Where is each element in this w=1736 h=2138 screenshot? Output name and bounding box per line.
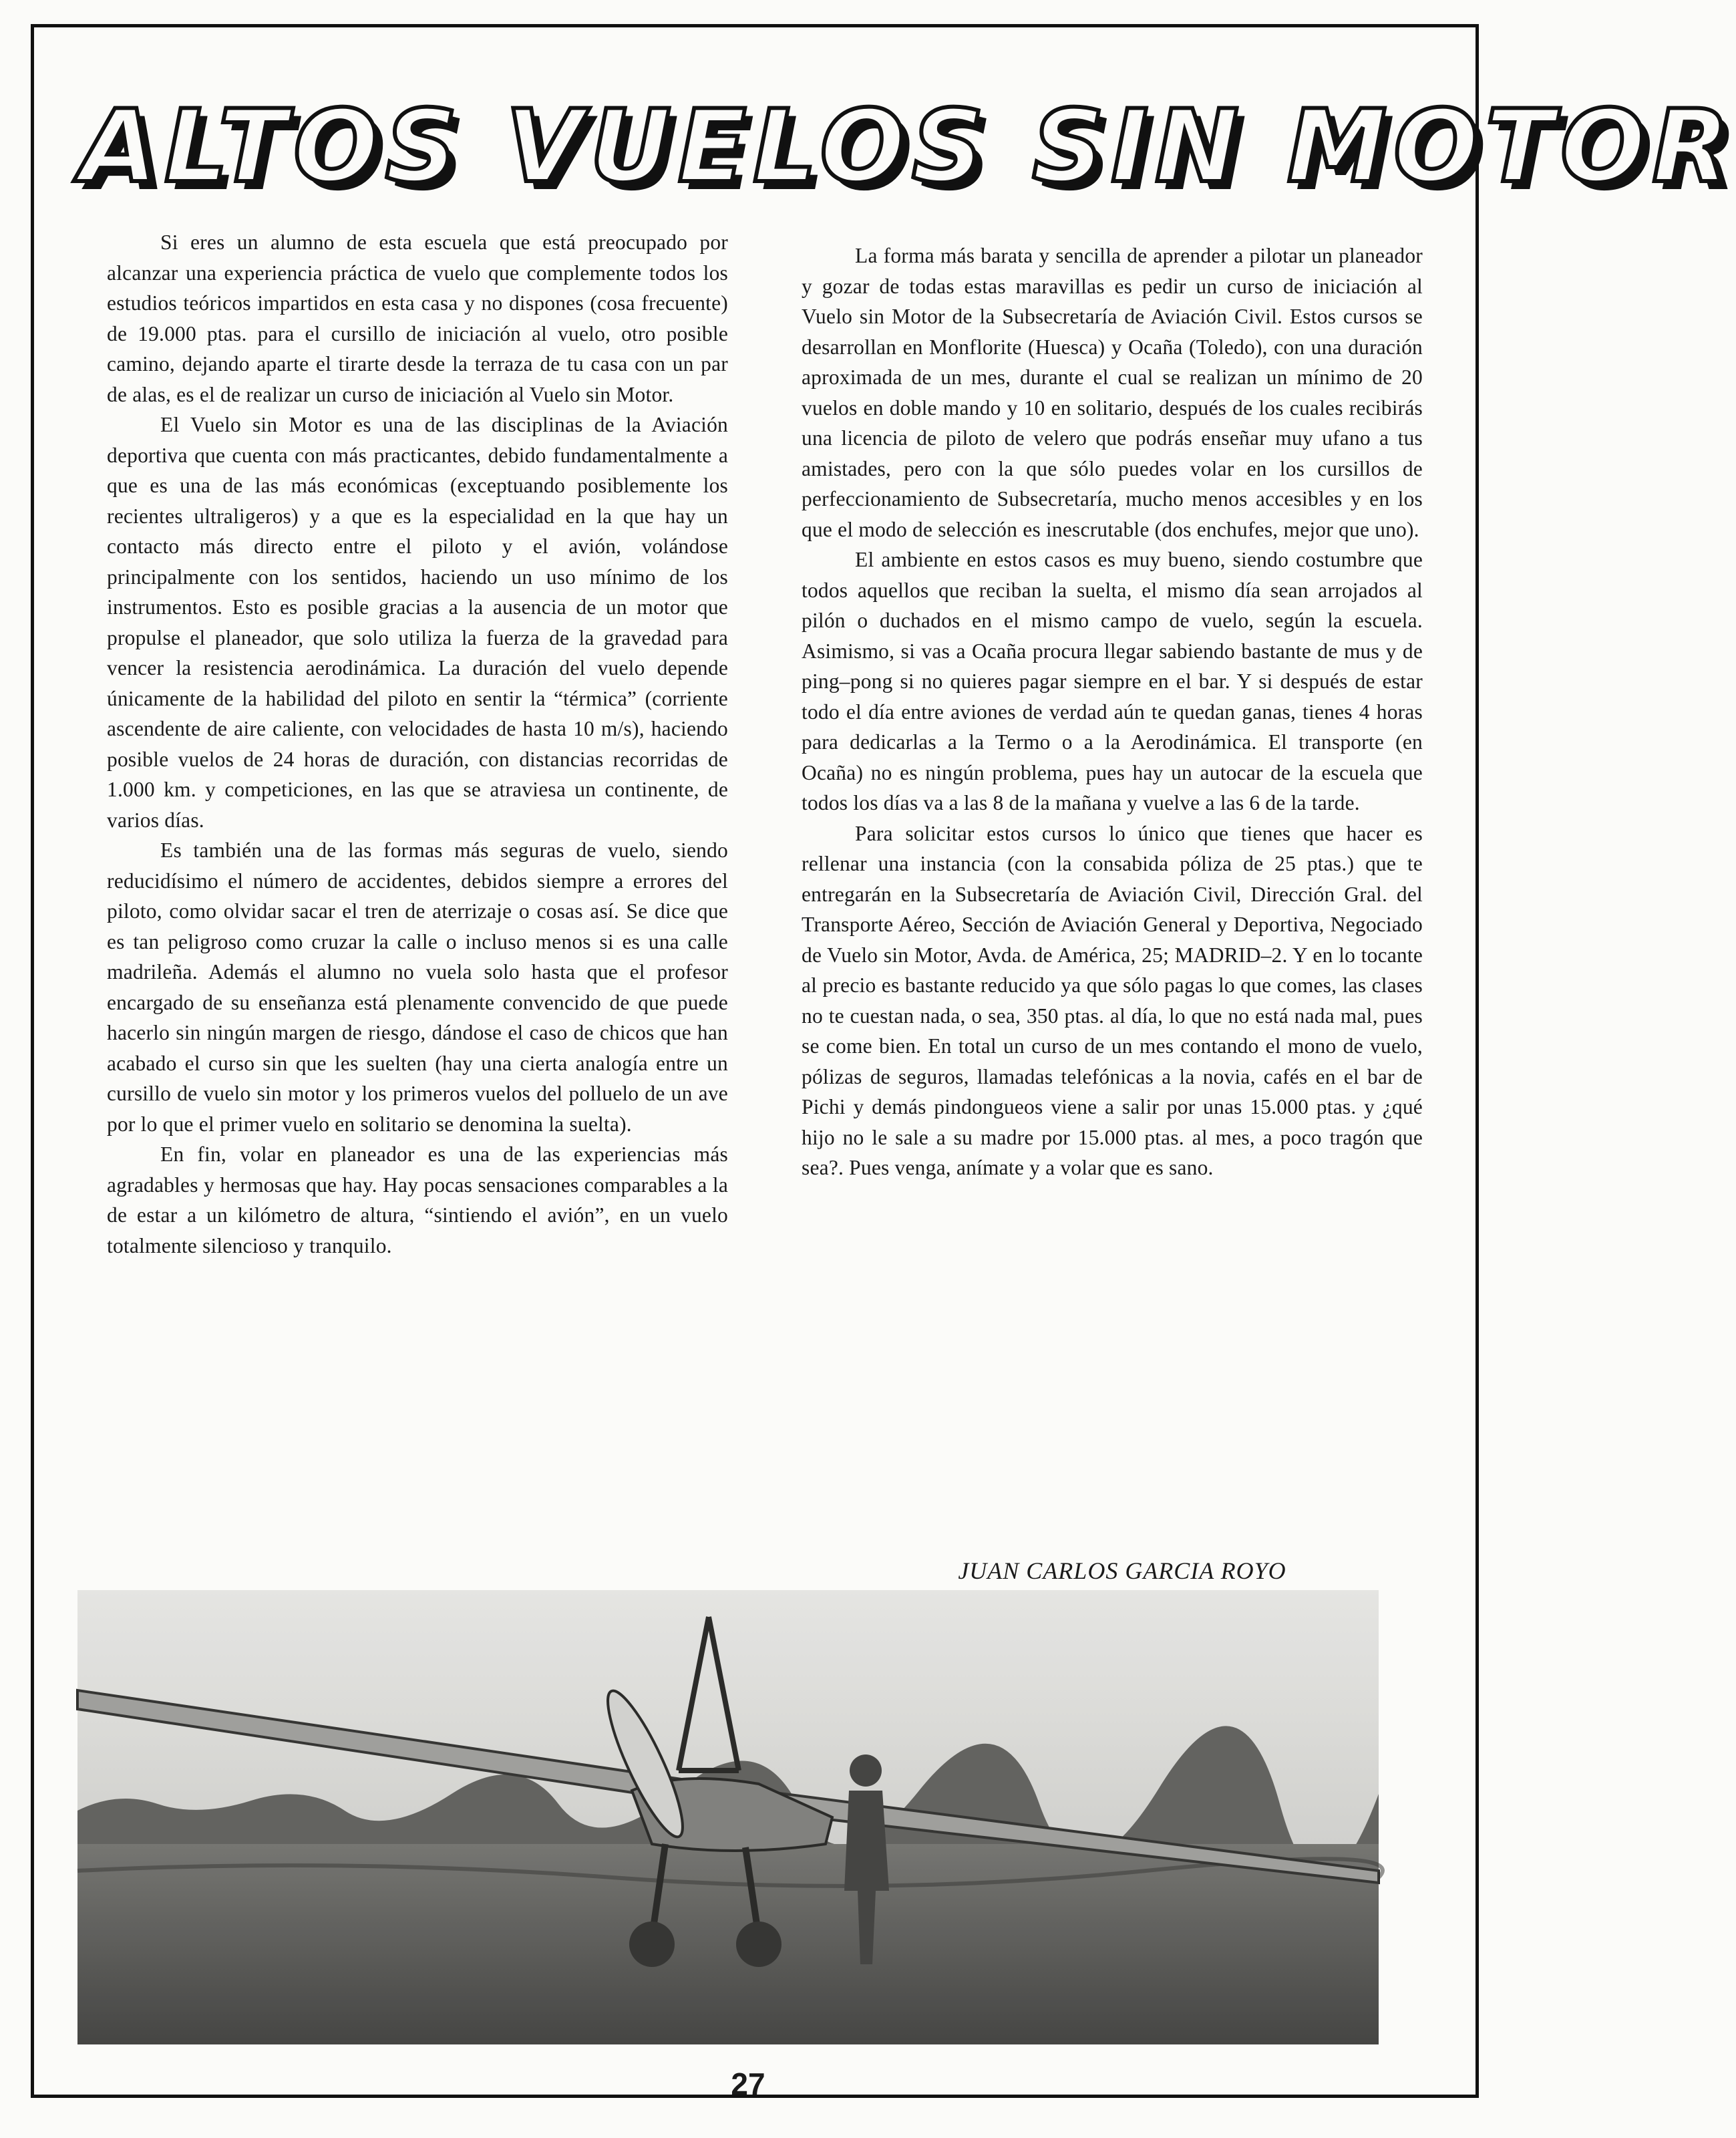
author-byline: JUAN CARLOS GARCIA ROYO <box>958 1557 1286 1584</box>
paragraph: Es también una de las formas más seguras de vuelo, siendo reducidísimo el número de accidentes, debidos siempre a errores del piloto, como olvidar sacar el tren de aterrizaje o cosas así. Se dice que es tan peligroso como cruzar la calle o incluso menos si es una calle madrileña. Además el alumno no vuela solo hasta que el profesor encargado de su enseñanza está plenamente convencido de que puede hacerlo sin ningún margen de riesgo, dándose el caso de chicos que han acabado el curso sin que les suelten (hay una cierta analogía entre un cursillo de vuelo sin motor y los primeros vuelos del polluelo de un ave por lo que el primer vuelo en solitario se denomina la suelta). <box>107 838 728 1136</box>
paragraph: La forma más barata y sencilla de aprender a pilotar un planeador y gozar de todas estas maravillas es pedir un curso de iniciación al Vuelo sin Motor de la Subsecretaría de Aviación Civil. Estos cursos se desarrollan en Monflorite (Huesca) y Ocaña (Toledo), con una duración aproximada de un mes, durante el cual se realizan un mínimo de 20 vuelos en doble mando y 10 en solitario, después de los cuales recibirás una licencia de piloto de velero que podrás enseñar muy ufano a tus amistades, pero con la que sólo puedes volar en los cursillos de perfeccionamiento de Subsecretaría, mucho menos accesibles y en los que el modo de selección es inescrutable (dos enchufes, mejor que uno). <box>802 244 1423 541</box>
paragraph: El ambiente en estos casos es muy bueno, siendo costumbre que todos aquellos que reciban la suelta, el mismo día sean arrojados al pilón o duchados en el mismo campo de vuelo, según la escuela. Asimismo, si vas a Ocaña procura llegar sabiendo bastante de mus y de ping–pong si no quieres pagar siempre en el bar. Y si después de estar todo el día entre aviones de verdad aún te quedan ganas, tienes 4 horas para dedicarlas a la Termo o a la Aerodinámica. El transporte (en Ocaña) no es ningún problema, pues hay un autocar de la escuela que todos los días va a las 8 de la mañana y vuelve a las 6 de la tarde. <box>802 548 1423 814</box>
right-column <box>802 241 1423 1183</box>
page-number: 27 <box>731 2067 765 2101</box>
left-column <box>107 227 728 1261</box>
paragraph: Para solicitar estos cursos lo único que tienes que hacer es rellenar una instancia (con la consabida póliza de 25 ptas.) que te entregarán en la Subsecretaría de Aviación Civil, Dirección Gral. del Transporte Aéreo, Sección de Aviación General y Deportiva, Negociado de Vuelo sin Motor, Avda. de América, 25; MADRID–2. Y en lo tocante al precio es bastante reducido ya que sólo pagas lo que comes, las clases no te cuestan nada, o sea, 350 ptas. al día, lo que no está nada mal, pues se come bien. En total un curso de un mes contando el mono de vuelo, pólizas de seguros, llamadas telefónicas a la novia, cafés en el bar de Pichi y demás pindongueos viene a salir por unas 15.000 ptas. y ¿qué hijo no le sale a su madre por 15.000 ptas. al mes, a poco tragón que sea?. Pues venga, anímate y a volar que es sano. <box>802 821 1423 1179</box>
paragraph: El Vuelo sin Motor es una de las disciplinas de la Aviación deportiva que cuenta con más practicantes, debido fundamentalmente a que es una de las más económicas (exceptuando posiblemente los recientes ultraligeros) y a que es la especialidad en la que hay un contacto más directo entre el piloto y el avión, volándose principalmente con los sentidos, haciendo un uso mínimo de los instrumentos. Esto es posible gracias a la ausencia de un motor que propulse el planeador, que solo utiliza la fuerza de la gravedad para vencer la resistencia aerodinámica. La duración del vuelo depende únicamente de la habilidad del piloto en sentir la “térmica” (corriente ascendente de aire caliente, con velocidades de hasta 10 m/s), haciendo posible vuelos de 24 horas de duración, con distancias recorridas de 1.000 km. y competiciones, en las que se atraviesa un continente, de varios días. <box>107 413 728 832</box>
paragraph: Si eres un alumno de esta escuela que está preocupado por alcanzar una experiencia práctica de vuelo que complemente todos los estudios teóricos impartidos en esta casa y no dispones (cosa frecuente) de 19.000 ptas. para el cursillo de iniciación al vuelo, otro posible camino, dejando aparte el tirarte desde la terraza de tu casa con un par de alas, es el de realizar un curso de iniciación al Vuelo sin Motor. <box>107 231 728 406</box>
article-title: ALTOS VUELOS SIN MOTOR <box>80 89 1736 205</box>
glider-photo-illustration <box>77 1590 1379 2044</box>
glider-photo <box>77 1590 1379 2044</box>
paragraph: En fin, volar en planeador es una de las experiencias más agradables y hermosas que hay. Hay pocas sensaciones comparables a la de estar a un kilómetro de altura, “sintiendo el avión”, en un vuelo totalmente silencioso y tranquilo. <box>107 1142 728 1257</box>
